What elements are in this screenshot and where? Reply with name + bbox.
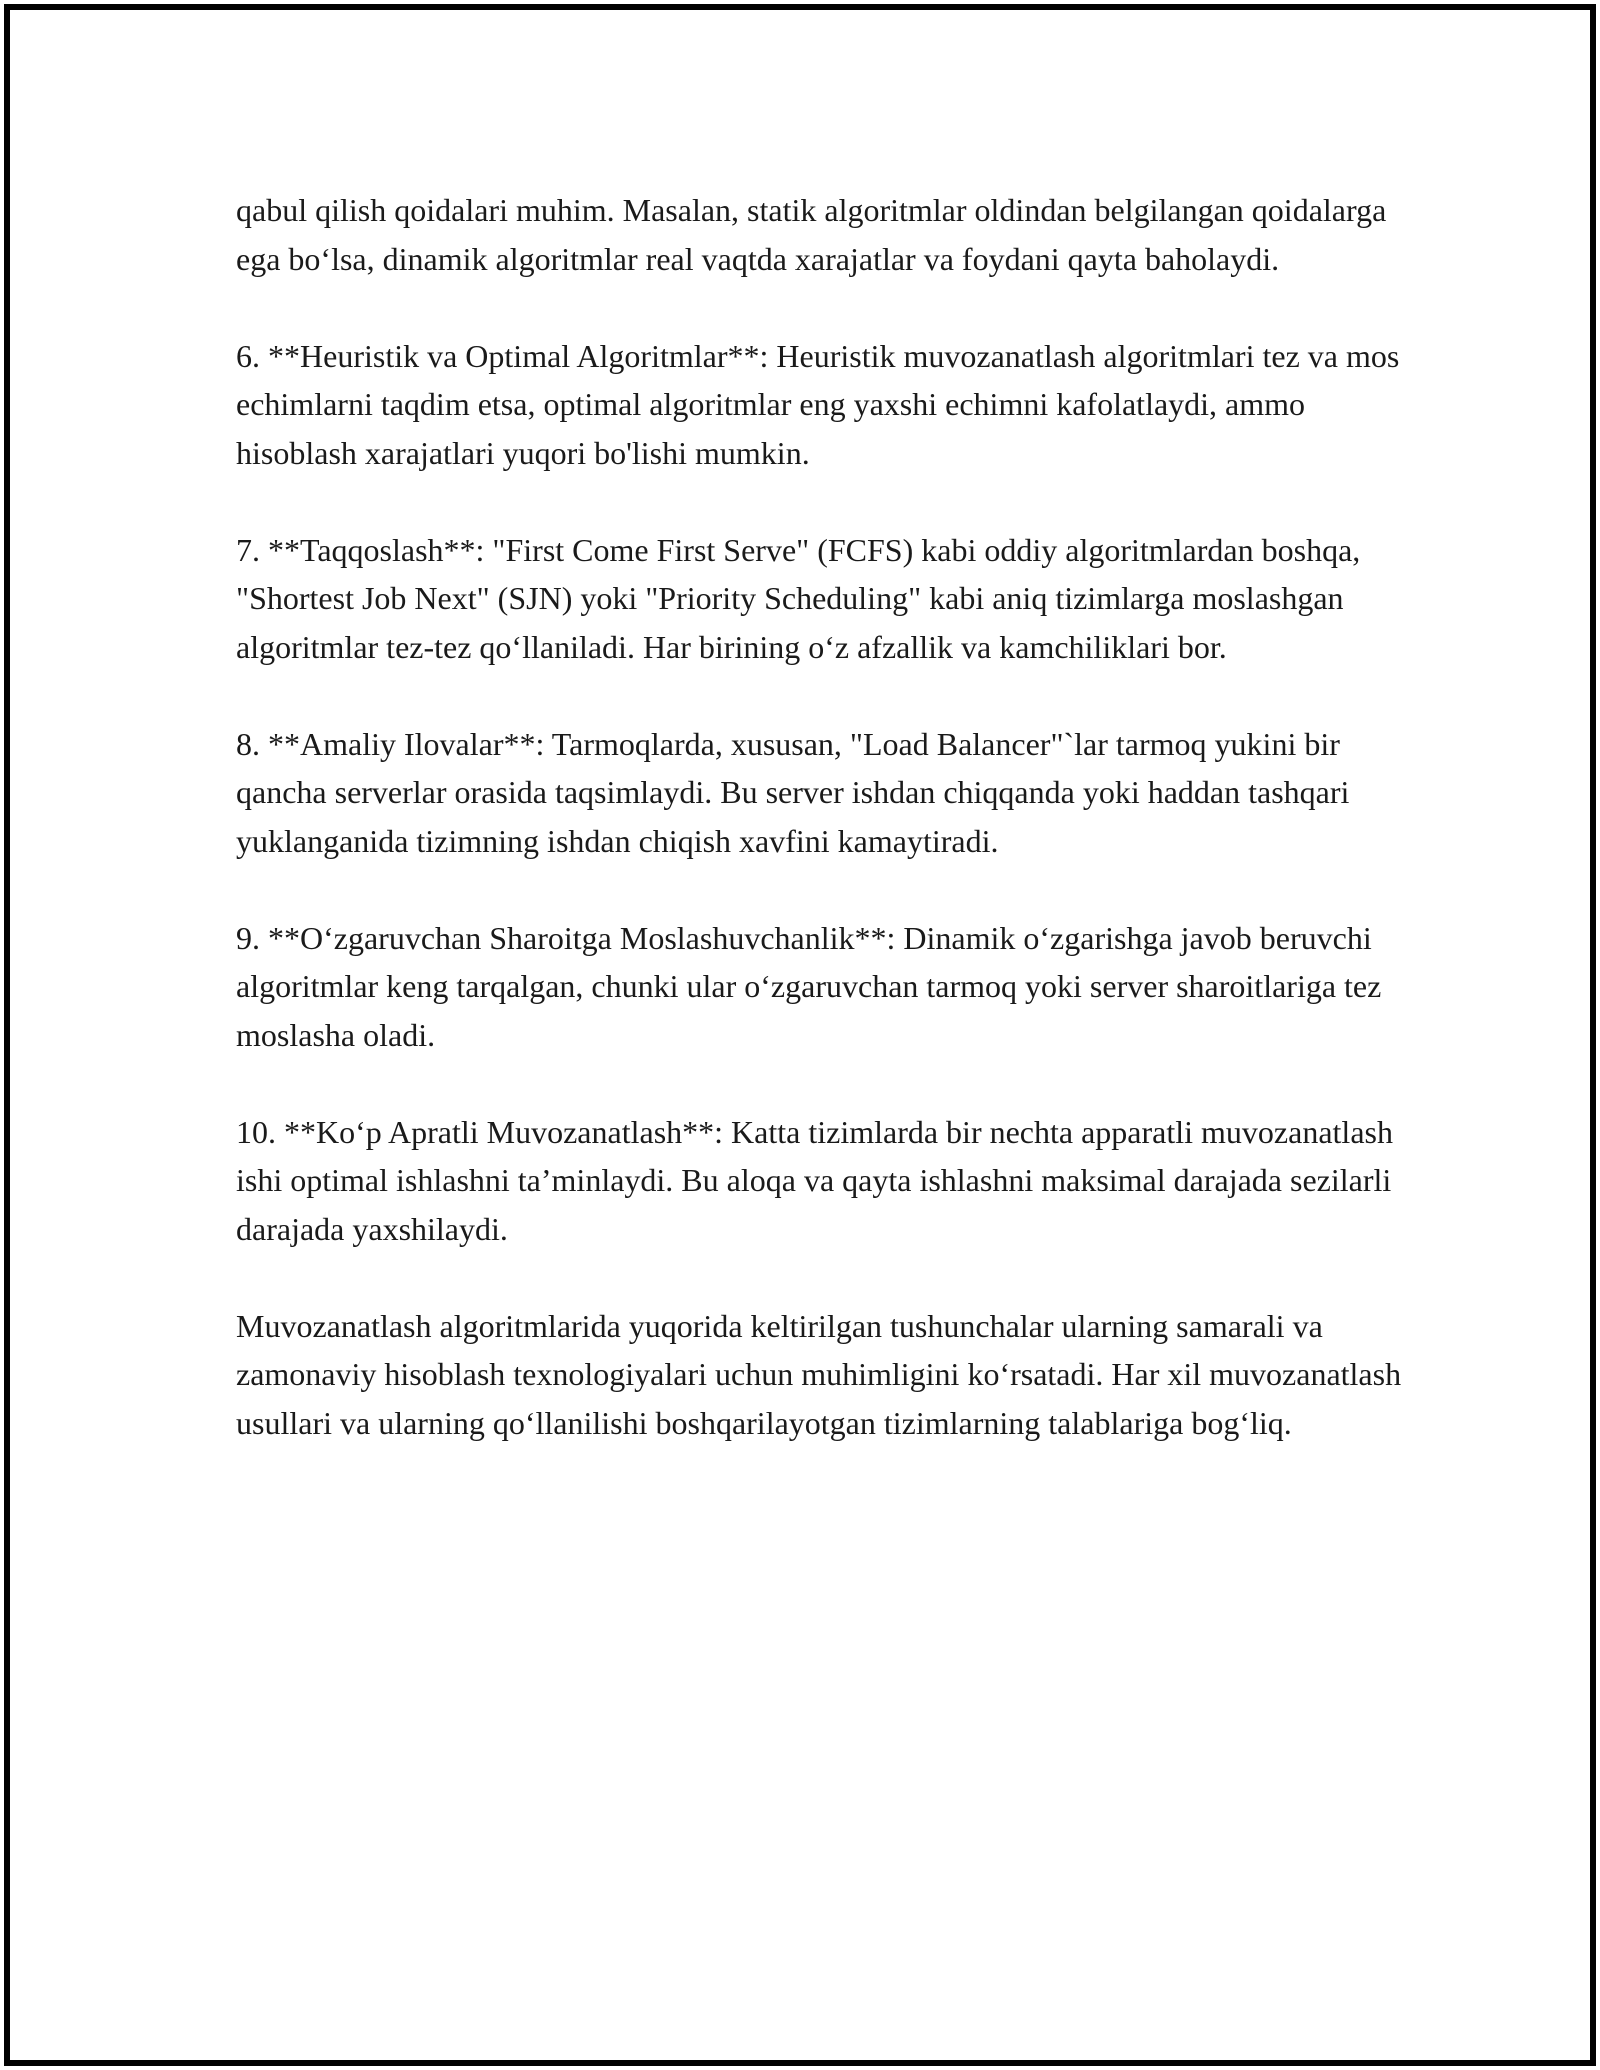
document-body (236, 186, 1406, 1447)
paragraph-item-8: 8. **Amaliy Ilovalar**: Tarmoqlarda, xususan, "Load Balancer"`lar tarmoq yukini bir qancha serverlar orasida taqsimlaydi. Bu server ishdan chiqqanda yoki haddan tashqari yuklanganida tizimning ishdan chiqish xavfini kamaytiradi. (236, 725, 1350, 859)
paragraph-item-6: 6. **Heuristik va Optimal Algoritmlar**: Heuristik muvozanatlash algoritmlari tez va mos echimlarni taqdim etsa, optimal algoritmlar eng yaxshi echimni kafolatlaydi, ammo hisoblash xarajatlari yuqori bo'lishi mumkin. (236, 337, 1400, 471)
paragraph-item-7: 7. **Taqqoslash**: "First Come First Serve" (FCFS) kabi oddiy algoritmlardan boshqa, "Shortest Job Next" (SJN) yoki "Priority Scheduling" kabi aniq tizimlarga moslashgan algoritmlar tez-tez qo‘llaniladi. Har birining o‘z afzallik va kamchiliklari bor. (236, 531, 1361, 665)
paragraph-item-9: 9. **O‘zgaruvchan Sharoitga Moslashuvchanlik**: Dinamik o‘zgarishga javob beruvchi algoritmlar keng tarqalgan, chunki ular o‘zgaruvchan tarmoq yoki server sharoitlariga tez moslasha oladi. (236, 919, 1382, 1053)
paragraph-item-10: 10. **Ko‘p Apratli Muvozanatlash**: Katta tizimlarda bir nechta apparatli muvozanatlash ishi optimal ishlashni ta’minlaydi. Bu aloqa va qayta ishlashni maksimal darajada sezilarli darajada yaxshilaydi. (236, 1113, 1393, 1247)
paragraph-intro-continuation: qabul qilish qoidalari muhim. Masalan, statik algoritmlar oldindan belgilangan qoidalarga ega bo‘lsa, dinamik algoritmlar real vaqtda xarajatlar va foydani qayta baholaydi. (236, 192, 1387, 277)
paragraph-conclusion: Muvozanatlash algoritmlarida yuqorida keltirilgan tushunchalar ularning samarali va zamonaviy hisoblash texnologiyalari uchun muhimligini ko‘rsatadi. Har xil muvozanatlash usullari va ularning qo‘llanilishi boshqarilayotgan tizimlarning talablariga bog‘liq. (236, 1307, 1402, 1441)
